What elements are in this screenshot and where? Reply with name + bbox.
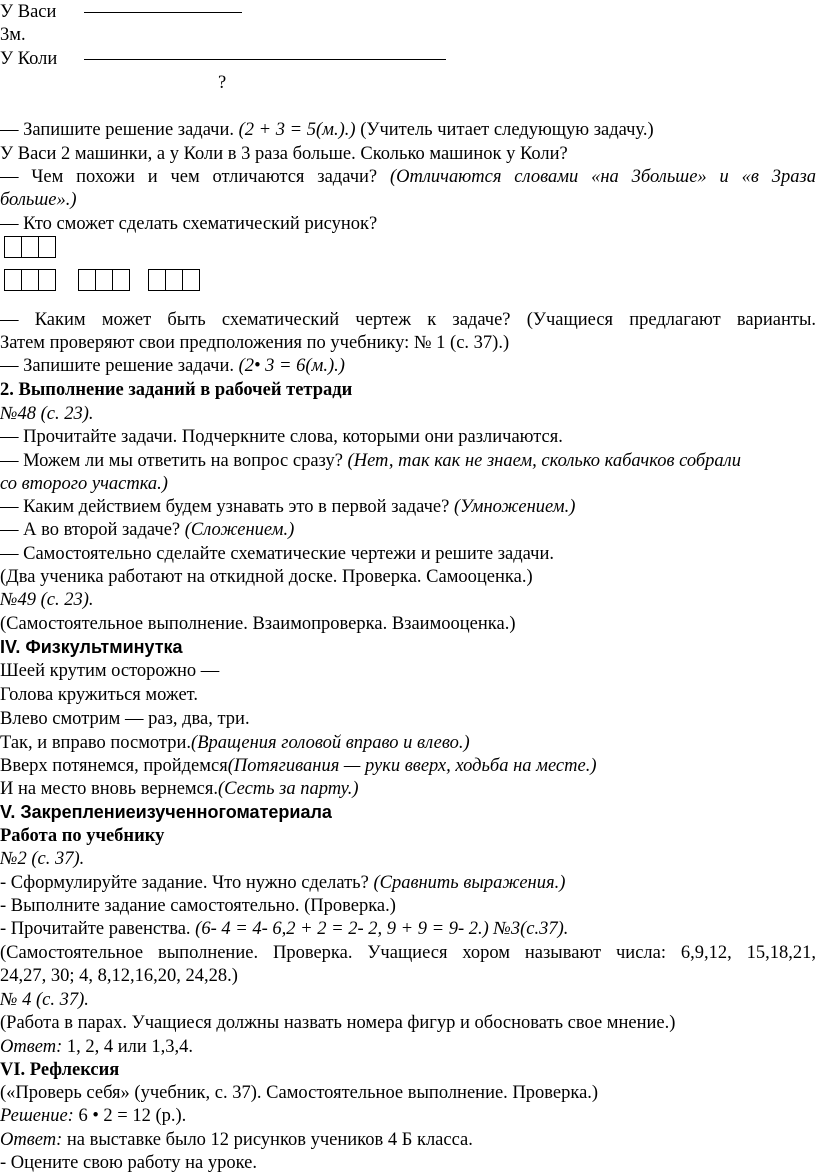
text-line: — Каким действием будем узнавать это в первой задаче? (Умножением.) [0,497,576,517]
text-line: (Работа в парах. Учащиеся должны назвать номера фигур и обосновать свое мнение.) [0,1013,676,1033]
text-line: - Сформулируйте задание. Что нужно сделать? (Сравнить выражения.) [0,873,566,893]
box-cell [182,269,200,291]
box-cell [4,236,22,258]
answer-line: Ответ: на выставке было 12 рисунков учеников 4 Б класса. [0,1130,473,1150]
task-number: № 4 (с. 37). [0,990,89,1010]
box-cell [78,269,96,291]
text-line: - Оцените свою работу на уроке. [0,1153,257,1173]
diagram-label-vasya: У Васи [0,2,57,22]
box-cell [148,269,166,291]
section-heading: IV. Физкультминутка [0,637,183,657]
answer-line: Ответ: 1, 2, 4 или 1,3,4. [0,1037,194,1057]
problem-statement: У Васи 2 машинки, а у Коли в 3 раза больше. Сколько машинок у Коли? [0,144,568,164]
text-line: Затем проверяют свои предположения по учебнику: № 1 (с. 37).) [0,333,510,353]
box-cell [38,236,56,258]
schematic-box-group [78,269,130,291]
text-line: — Кто сможет сделать схематический рисунок? [0,214,378,234]
text-line: — Чем похожи и чем отличаются задачи? (Отличаются словами «на 3больше» и «в 3раза [0,167,816,187]
diagram-label-kolya: У Коли [0,49,58,69]
task-number: №48 (с. 23). [0,404,94,424]
schematic-box-group [148,269,200,291]
text-line: — Запишите решение задачи. (2 + 3 = 5(м.).) (Учитель читает следующую задачу.) [0,120,654,140]
text-line: (Самостоятельное выполнение. Проверка. Учащиеся хором называют числа: 6,9,12, 15,18,21, [0,943,816,963]
text-line: — Самостоятельно сделайте схематические чертежи и решите задачи. [0,544,554,564]
poem-line: Голова кружиться может. [0,685,198,705]
section-heading: VI. Рефлексия [0,1060,120,1080]
poem-line: Шеей крутим осторожно — [0,661,220,681]
text-line: («Проверь себя» (учебник, с. 37). Самостоятельное выполнение. Проверка.) [0,1083,599,1103]
text-line: со второго участка.) [0,474,168,494]
segment-kolya [84,59,446,60]
poem-line: Влево смотрим — раз, два, три. [0,709,250,729]
box-cell [4,269,22,291]
text-line: — Каким может быть схематический чертеж к задаче? (Учащиеся предлагают варианты. [0,310,816,330]
text-line: 24,27, 30; 4, 8,12,16,20, 24,28.) [0,966,238,986]
text-line: — Можем ли мы ответить на вопрос сразу? (Нет, так как не знаем, сколько кабачков собрали [0,451,741,471]
box-cell [21,236,39,258]
box-cell [38,269,56,291]
schematic-box-group [4,236,56,258]
diagram-label-unit: 3м. [0,25,26,45]
box-cell [21,269,39,291]
task-number: №2 (с. 37). [0,849,85,869]
text-line: (Самостоятельное выполнение. Взаимопроверка. Взаимооценка.) [0,614,516,634]
text-line: - Выполните задание самостоятельно. (Проверка.) [0,896,396,916]
text-line: (Два ученика работают на откидной доске. Проверка. Самооценка.) [0,567,533,587]
text-line: - Прочитайте равенства. (6- 4 = 4- 6,2 + 2 = 2- 2, 9 + 9 = 9- 2.) №3(с.37). [0,919,569,939]
solution-line: Решение: 6 • 2 = 12 (р.). [0,1106,187,1126]
poem-line: Так, и вправо посмотри.(Вращения головой вправо и влево.) [0,733,470,753]
section-heading: V. Закреплениеизученногоматериала [0,802,332,822]
subsection-heading: Работа по учебнику [0,826,165,846]
diagram-question-mark: ? [218,73,227,93]
text-line: — Запишите решение задачи. (2• 3 = 6(м.).) [0,356,345,376]
task-number: №49 (с. 23). [0,590,94,610]
text-line: — А во второй задаче? (Сложением.) [0,520,295,540]
poem-line: И на место вновь вернемся.(Сесть за парту.) [0,779,359,799]
box-cell [112,269,130,291]
schematic-box-group [4,269,56,291]
poem-line: Вверх потянемся, пройдемся(Потягивания — руки вверх, ходьба на месте.) [0,756,597,776]
text-line: — Прочитайте задачи. Подчеркните слова, которыми они различаются. [0,427,563,447]
box-cell [95,269,113,291]
segment-vasya [84,12,242,13]
text-line: больше».) [0,190,77,210]
section-heading: 2. Выполнение заданий в рабочей тетради [0,380,353,400]
box-cell [165,269,183,291]
